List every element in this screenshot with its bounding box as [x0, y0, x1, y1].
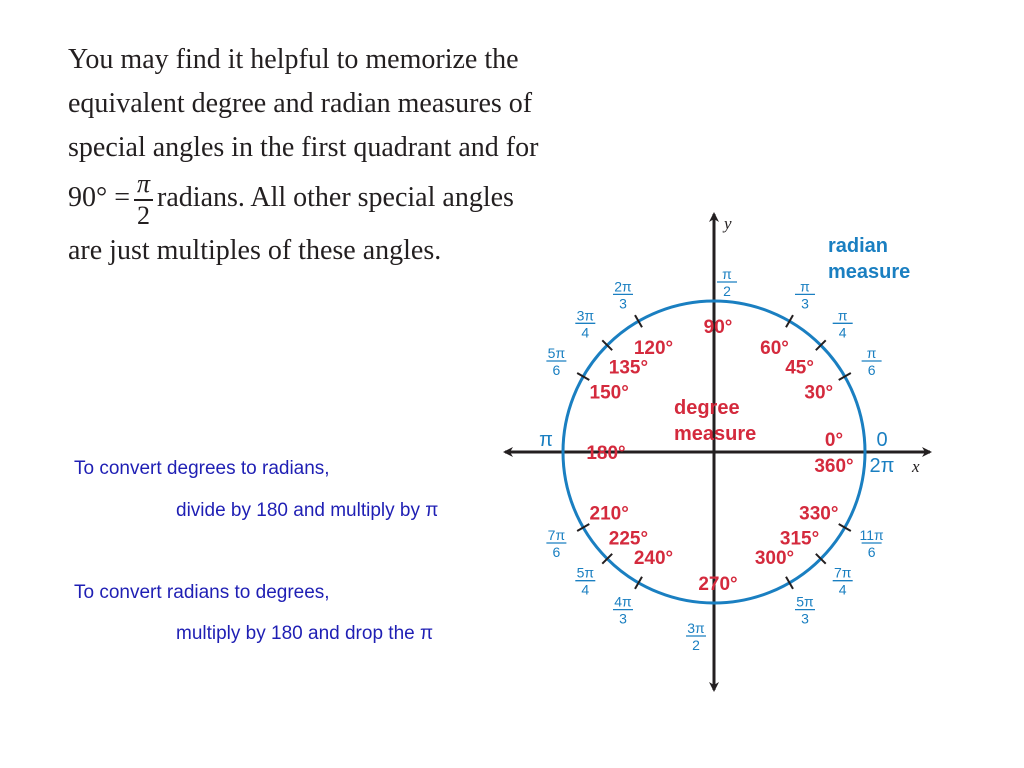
- radian-numerator: 3π: [576, 307, 595, 324]
- radian-label-150: [546, 345, 566, 378]
- degree-label-330: 330°: [799, 503, 839, 525]
- deg-to-rad-heading: To convert degrees to radians,: [74, 458, 330, 479]
- radian-numerator: 5π: [576, 564, 595, 581]
- radian-label-90: [717, 266, 737, 299]
- degree-label-150: 150°: [589, 382, 629, 404]
- radian-label-60: [795, 278, 815, 311]
- legend-radian-line-1: radian: [828, 235, 889, 257]
- radian-label-135: [575, 307, 595, 340]
- legend-degree-line-1: degree: [674, 397, 740, 419]
- radian-denominator: 6: [867, 544, 876, 560]
- radian-label-45: [833, 307, 853, 340]
- x-axis-label: x: [912, 457, 920, 476]
- degree-label-270: 270°: [698, 574, 738, 595]
- intro-line-3: special angles in the first quadrant and for: [68, 132, 539, 163]
- degree-label-180: 180°: [586, 443, 626, 464]
- degree-label-30: 30°: [804, 382, 834, 404]
- legend-radian-line-2: measure: [828, 261, 911, 283]
- degree-label-210: 210°: [589, 503, 629, 525]
- degree-label-120: 120°: [633, 338, 674, 360]
- radian-numerator: π: [800, 278, 810, 295]
- radian-label-225: [575, 565, 595, 598]
- degree-label-45: 45°: [785, 357, 814, 379]
- radian-label-2pi: 2π: [869, 455, 895, 477]
- degree-label-315: 315°: [779, 528, 820, 550]
- radian-label-30: [862, 345, 882, 378]
- radian-label-315: [833, 565, 853, 598]
- radian-denominator: 4: [838, 581, 847, 598]
- intro-ninety-degrees: 90° =: [68, 182, 130, 213]
- radian-numerator: 5π: [796, 593, 814, 610]
- radian-label-120: [613, 278, 633, 311]
- radian-label-0: 0: [876, 429, 888, 451]
- radian-numerator: 3π: [687, 620, 705, 636]
- radian-denominator: 2: [692, 637, 700, 653]
- legend-degree-line-2: measure: [674, 423, 757, 445]
- radian-label-300: [795, 594, 815, 627]
- radian-denominator: 2: [723, 283, 731, 299]
- intro-line-5: are just multiples of these angles.: [68, 234, 442, 266]
- fraction-denominator: 2: [137, 200, 151, 230]
- radian-numerator: 5π: [547, 345, 566, 361]
- intro-line-4-rest: radians. All other special angles: [157, 182, 514, 213]
- radian-denominator: 6: [552, 362, 561, 378]
- radian-denominator: 3: [801, 295, 809, 312]
- radian-denominator: 3: [619, 295, 627, 312]
- deg-to-rad-rule: divide by 180 and multiply by π: [176, 500, 439, 521]
- radian-numerator: 4π: [614, 593, 632, 610]
- radian-label-270: [686, 620, 706, 653]
- fraction-numerator: π: [134, 171, 153, 201]
- rad-to-deg-heading: To convert radians to degrees,: [74, 582, 330, 603]
- radian-label-210: [546, 527, 566, 560]
- radian-denominator: 6: [552, 544, 561, 560]
- degree-label-0: 0°: [824, 430, 844, 451]
- radian-label-180: π: [539, 429, 553, 451]
- radian-numerator: π: [722, 266, 732, 282]
- radian-numerator: 11π: [859, 527, 884, 543]
- y-axis-label: y: [724, 214, 732, 233]
- degree-label-300: 300°: [754, 547, 795, 569]
- radian-label-240: [613, 594, 633, 627]
- intro-line-2: equivalent degree and radian measures of: [68, 88, 533, 119]
- angle-labels: [539, 266, 894, 653]
- radian-denominator: 4: [838, 324, 847, 341]
- radian-denominator: 6: [867, 362, 876, 378]
- radian-numerator: π: [866, 345, 877, 361]
- rad-to-deg-rule: multiply by 180 and drop the π: [176, 623, 434, 644]
- radian-denominator: 4: [581, 581, 590, 598]
- intro-line-1: You may find it helpful to memorize the: [68, 44, 519, 75]
- radian-numerator: 2π: [614, 278, 632, 295]
- degree-label-360: 360°: [814, 456, 854, 477]
- radian-numerator: π: [837, 307, 848, 324]
- radian-numerator: 7π: [547, 527, 566, 543]
- radian-denominator: 4: [581, 324, 590, 341]
- degree-label-135: 135°: [608, 357, 649, 379]
- radian-numerator: 7π: [833, 564, 852, 581]
- radian-denominator: 3: [801, 610, 809, 627]
- degree-label-60: 60°: [760, 338, 789, 360]
- radian-denominator: 3: [619, 610, 627, 627]
- degree-label-90: 90°: [703, 317, 733, 338]
- degree-label-225: 225°: [608, 528, 649, 550]
- radian-label-330: [860, 527, 885, 560]
- degree-label-240: 240°: [633, 547, 674, 569]
